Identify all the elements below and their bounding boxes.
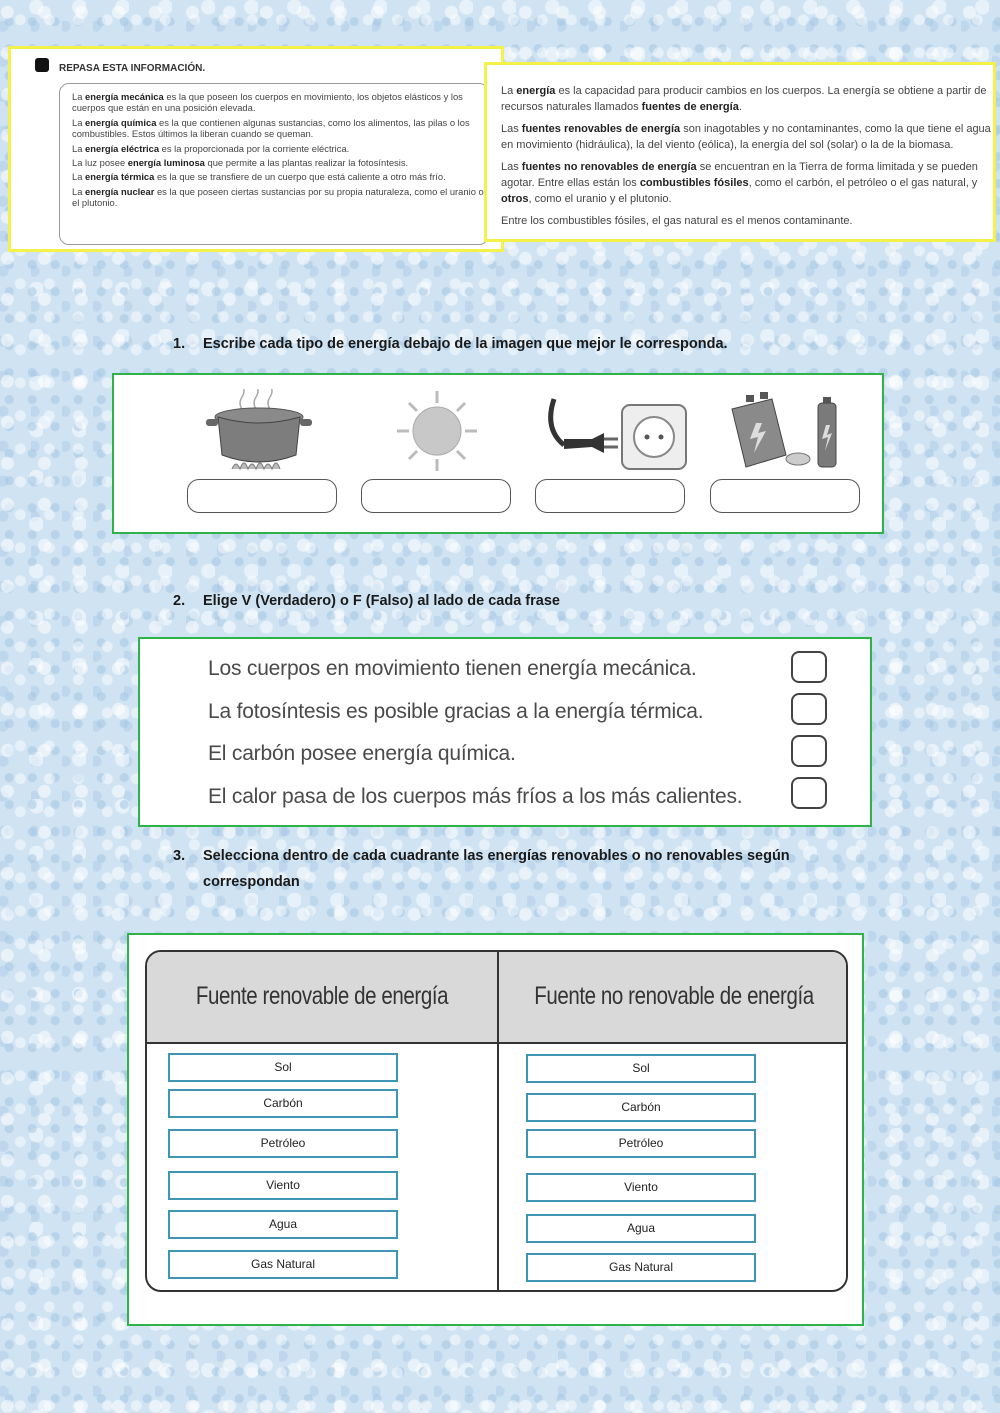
column-divider [497, 952, 499, 1290]
batteries-icon [726, 389, 856, 473]
paragraph-gas-natural: Entre los combustibles fósiles, el gas natural es el menos contaminante. [501, 215, 853, 227]
renewable-option-agua[interactable]: Agua [168, 1210, 398, 1239]
renewable-option-petroleo[interactable]: Petróleo [168, 1129, 398, 1158]
renewable-option-sol[interactable]: Sol [168, 1053, 398, 1082]
statement-4: El calor pasa de los cuerpos más fríos a los más calientes. [208, 785, 743, 808]
nonrenewable-option-gas-natural[interactable]: Gas Natural [526, 1253, 756, 1282]
review-info-left [8, 46, 504, 252]
question-2-panel [138, 637, 872, 827]
question-3-instruction: 3. Selecciona dentro de cada cuadrante las energías renovables o no renovables según correspondan [173, 848, 790, 890]
tf-checkbox-4[interactable] [791, 777, 827, 809]
question-3-panel [127, 933, 864, 1326]
statement-3: El carbón posee energía química. [208, 742, 516, 765]
answer-box-1[interactable] [187, 479, 337, 513]
definition-mecanica: La energía mecánica es la que poseen los cuerpos en movimiento, los objetos elásticos y los cuerpos que están en una posición elevada. [72, 91, 463, 114]
renewable-option-viento[interactable]: Viento [168, 1171, 398, 1200]
paragraph-energia: La energía es la capacidad para producir cambios en los cuerpos. La energía se obtiene a partir de recursos naturales llamados fuentes de energía. [501, 85, 987, 113]
sun-icon [382, 389, 492, 473]
statement-1: Los cuerpos en movimiento tienen energía mecánica. [208, 657, 697, 680]
nonrenewable-option-sol[interactable]: Sol [526, 1054, 756, 1083]
plug-socket-icon [544, 389, 694, 473]
renewable-option-carbon[interactable]: Carbón [168, 1089, 398, 1118]
nonrenewable-option-carbon[interactable]: Carbón [526, 1093, 756, 1122]
paragraph-renovables: Las fuentes renovables de energía son inagotables y no contaminantes, como la que tiene el agua en movimiento (hidráulica), la del viento (eólica), la energía del sol (solar) o la de la biomasa. [501, 123, 991, 151]
renewable-option-gas-natural[interactable]: Gas Natural [168, 1250, 398, 1279]
review-definitions [59, 83, 489, 245]
definition-nuclear: La energía nuclear es la que poseen ciertas sustancias por su propia naturaleza, como el uranio o el plutonio. [72, 185, 484, 209]
nonrenewable-option-petroleo[interactable]: Petróleo [526, 1129, 756, 1158]
paragraph-no-renovables: Las fuentes no renovables de energía se encuentran en la Tierra de forma limitada y se pueden agotar. Entre ellas están los combustibles fósiles, como el carbón, el petróleo o el gas natural, y otros, como el uranio y el plutonio. [501, 161, 978, 205]
boiling-pot-icon [204, 389, 314, 473]
statement-2: La fotosíntesis es posible gracias a la energía térmica. [208, 700, 704, 723]
nonrenewable-option-viento[interactable]: Viento [526, 1173, 756, 1202]
bullet-icon [35, 58, 49, 72]
tf-checkbox-1[interactable] [791, 651, 827, 683]
classification-table [145, 950, 848, 1292]
nonrenewable-column-title: Fuente no renovable de energía [534, 982, 814, 1010]
tf-checkbox-2[interactable] [791, 693, 827, 725]
question-1-panel [112, 373, 884, 534]
review-title: REPASA ESTA INFORMACIÓN. [59, 63, 206, 74]
answer-box-3[interactable] [535, 479, 685, 513]
definition-quimica: La energía química es la que contienen algunas sustancias, como los alimentos, las pilas o los combustibles. Estos últimos la liberan cuando se queman. [72, 116, 470, 140]
definition-electrica: La energía eléctrica es la proporcionada por la corriente eléctrica. [72, 142, 350, 154]
answer-box-4[interactable] [710, 479, 860, 513]
definition-termica: La energía térmica es la que se transfiere de un cuerpo que está caliente a otro más frío. [72, 171, 446, 183]
definition-luminosa: La luz posee energía luminosa que permite a las plantas realizar la fotosíntesis. [72, 157, 409, 169]
tf-checkbox-3[interactable] [791, 735, 827, 767]
nonrenewable-option-agua[interactable]: Agua [526, 1214, 756, 1243]
review-sources-text [501, 83, 993, 235]
question-1-instruction: 1. Escribe cada tipo de energía debajo de la imagen que mejor le corresponda. [173, 336, 728, 352]
renewable-column-title: Fuente renovable de energía [195, 982, 449, 1010]
answer-box-2[interactable] [361, 479, 511, 513]
question-2-instruction: 2. Elige V (Verdadero) o F (Falso) al lado de cada frase [173, 593, 560, 609]
review-info-right [484, 62, 996, 242]
